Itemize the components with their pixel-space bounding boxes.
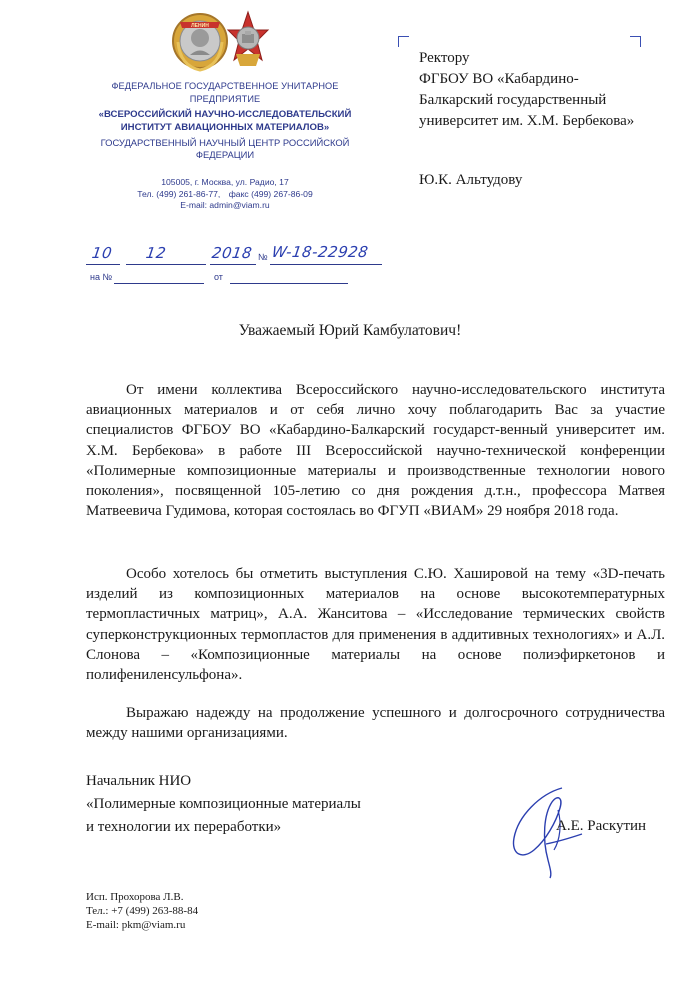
- org-phone-fax: [80, 189, 370, 201]
- org-name: «ВСЕРОССИЙСКИЙ НАУЧНО-ИССЛЕДОВАТЕЛЬСКИЙ ИНСТИТУТ АВИАЦИОННЫХ МАТЕРИАЛОВ»: [98, 109, 352, 133]
- medal-text: ЛЕНИН: [191, 23, 209, 29]
- org-email: E-mail: admin@viam.ru: [180, 200, 270, 210]
- outgoing-number: W-18-22928: [270, 243, 370, 261]
- executor-phone: Тел.: +7 (499) 263-88-84: [86, 905, 199, 917]
- org-address: 105005, г. Москва, ул. Радио, 17: [161, 177, 289, 187]
- executor-name: Исп. Прохорова Л.В.: [86, 891, 184, 903]
- addressee-line3: Балкарский государственный: [419, 92, 607, 108]
- org-fax: факс (499) 267-86-09: [228, 188, 313, 199]
- addressee-name: Ю.К. Альтудову: [419, 172, 523, 188]
- body-paragraph-1: От имени коллектива Всероссийского научно-исследовательского института авиационных материалов и от себя лично хочу поблагодарить Вас за участие специалистов ФГБОУ ВО «Кабардино-Балкарский государст-венный университет им. Х.М. Бербекова» в работе III Всероссийской научно-технической конференции «Полимерные композиционные материалы и производственные технологии нового поколения», посвященной 105-летию со дня рождения д.т.н., профессора Матвея Матвеевича Гудимова, которая состоялась во ФГУП «ВИАМ» 29 ноября 2018 года.: [86, 382, 665, 520]
- order-of-lenin-icon: [173, 14, 227, 70]
- order-medals-emblem: [166, 8, 270, 76]
- executor-email: E-mail: pkm@viam.ru: [86, 919, 186, 931]
- org-phone: Тел. (499) 261-86-77,: [137, 188, 221, 199]
- addressee-line4: университет им. Х.М. Бербекова»: [419, 113, 635, 129]
- body-paragraph-3: Выражаю надежду на продолжение успешного и долгосрочного сотрудничества между нашими организациями.: [86, 705, 665, 742]
- signatory-title-3: и технологии их переработки»: [86, 819, 282, 835]
- outgoing-number-label: №: [258, 252, 268, 262]
- executor-info: [86, 890, 198, 932]
- org-contacts: [80, 177, 370, 212]
- body-paragraph-2: Особо хотелось бы отметить выступления С.Ю. Хашировой на тему «3D-печать изделий из композиционных материалов на основе высокотемпературных термопластичных матриц», А.А. Жанситова – «Исследование термических свойств суперконструкционных термопластов для применения в аддитивных технологиях» и А.Л. Слонова – «Композиционные материалы на основе полиэфиркетонов и полифениленсульфона».: [86, 566, 665, 684]
- outgoing-number-line: [86, 243, 386, 268]
- addressee-block: [419, 48, 634, 132]
- signatory-title-2: «Полимерные композиционные материалы: [86, 796, 361, 812]
- outgoing-date-month: 12: [144, 244, 168, 262]
- addressee-line1: Ректору: [419, 50, 470, 66]
- signatory-title-block: [86, 770, 361, 839]
- address-corner-mark-left: [398, 36, 409, 47]
- organization-header: [80, 80, 370, 212]
- org-type-line: ФЕДЕРАЛЬНОЕ ГОСУДАРСТВЕННОЕ УНИТАРНОЕ ПРЕДПРИЯТИЕ: [111, 81, 339, 104]
- outgoing-date-day: 10: [90, 244, 114, 262]
- outgoing-date-year: 2018: [210, 244, 254, 262]
- order-star-icon: [228, 12, 268, 66]
- reference-number-line: [86, 272, 356, 288]
- org-status: ГОСУДАРСТВЕННЫЙ НАУЧНЫЙ ЦЕНТР РОССИЙСКОЙ ФЕДЕРАЦИИ: [100, 137, 350, 160]
- signer-name: А.Е. Раскутин: [556, 818, 647, 834]
- address-corner-mark-right: [630, 36, 641, 47]
- salutation: Уважаемый Юрий Камбулатович!: [238, 322, 462, 339]
- addressee-line2: ФГБОУ ВО «Кабардино-: [419, 71, 579, 87]
- ref-label-na: на №: [90, 272, 113, 282]
- signatory-title-1: Начальник НИО: [86, 773, 192, 789]
- ref-label-ot: от: [214, 272, 223, 282]
